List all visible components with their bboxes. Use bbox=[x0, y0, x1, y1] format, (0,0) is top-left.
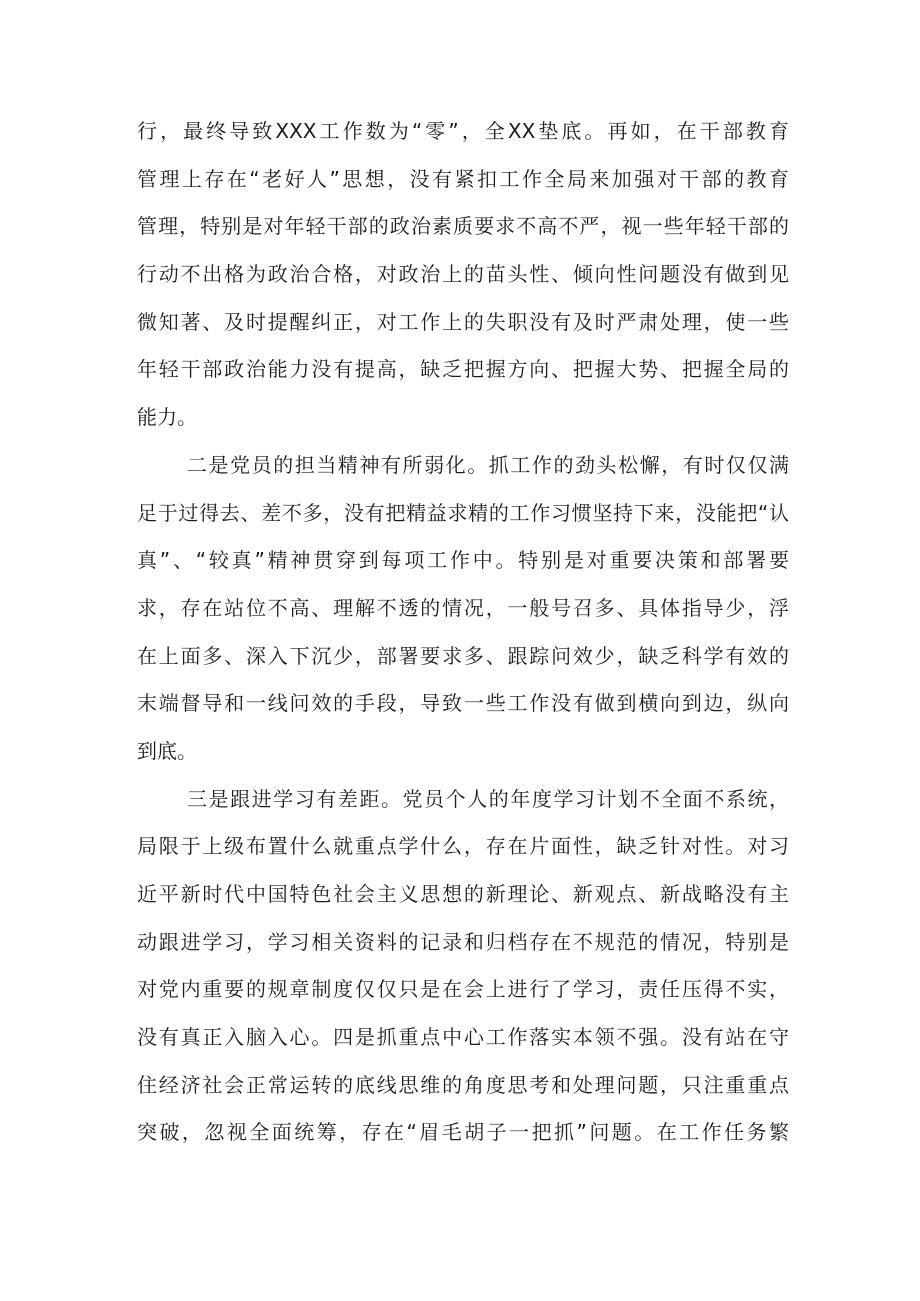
text-line: 微知著、及时提醒纠正，对工作上的失职没有及时严肃处理，使一些 bbox=[137, 309, 789, 334]
text-line: 行，最终导致XXX工作数为“零”，全XX垫底。再如，在干部教育 bbox=[137, 119, 789, 143]
text-line: 局限于上级布置什么就重点学什么，存在片面性，缺乏针对性。对习 bbox=[137, 834, 789, 859]
text-line: 足于过得去、差不多，没有把精益求精的工作习惯坚持下来，没能把“认 bbox=[137, 500, 789, 525]
text-line: 到底。 bbox=[137, 738, 197, 763]
text-line: 近平新时代中国特色社会主义思想的新理论、新观点、新战略没有主 bbox=[137, 882, 789, 906]
text-line: 行动不出格为政治合格，对政治上的苗头性、倾向性问题没有做到见 bbox=[137, 262, 789, 287]
text-line: 对党内重要的规章制度仅仅只是在会上进行了学习，责任压得不实， bbox=[137, 977, 789, 1002]
text-line: 在上面多、深入下沉少，部署要求多、跟踪问效少，缺乏科学有效的 bbox=[137, 643, 789, 668]
text-line: 管理，特别是对年轻干部的政治素质要求不高不严，视一些年轻干部的 bbox=[137, 214, 789, 239]
text-line: 年轻干部政治能力没有提高，缺乏把握方向、把握大势、把握全局的 bbox=[137, 357, 789, 382]
text-line: 真”、“较真”精神贯穿到每项工作中。特别是对重要决策和部署要 bbox=[137, 548, 789, 573]
text-line: 求，存在站位不高、理解不透的情况，一般号召多、具体指导少，浮 bbox=[137, 595, 789, 620]
text-line: 三是跟进学习有差距。党员个人的年度学习计划不全面不系统， bbox=[187, 786, 789, 811]
text-line: 突破，忽视全面统筹，存在“眉毛胡子一把抓”问题。在工作任务繁 bbox=[137, 1120, 789, 1145]
text-line: 二是党员的担当精神有所弱化。抓工作的劲头松懈，有时仅仅满 bbox=[187, 452, 789, 477]
text-line: 没有真正入脑入心。四是抓重点中心工作落实本领不强。没有站在守 bbox=[137, 1025, 789, 1050]
document-body bbox=[137, 108, 789, 1157]
text-line: 管理上存在“老好人”思想，没有紧扣工作全局来加强对干部的教育 bbox=[137, 166, 789, 191]
text-line: 动跟进学习，学习相关资料的记录和归档存在不规范的情况，特别是 bbox=[137, 929, 789, 954]
text-line: 末端督导和一线问效的手段，导致一些工作没有做到横向到边，纵向 bbox=[137, 691, 789, 716]
text-line: 能力。 bbox=[137, 405, 197, 430]
text-line: 住经济社会正常运转的底线思维的角度思考和处理问题，只注重重点 bbox=[137, 1072, 789, 1097]
